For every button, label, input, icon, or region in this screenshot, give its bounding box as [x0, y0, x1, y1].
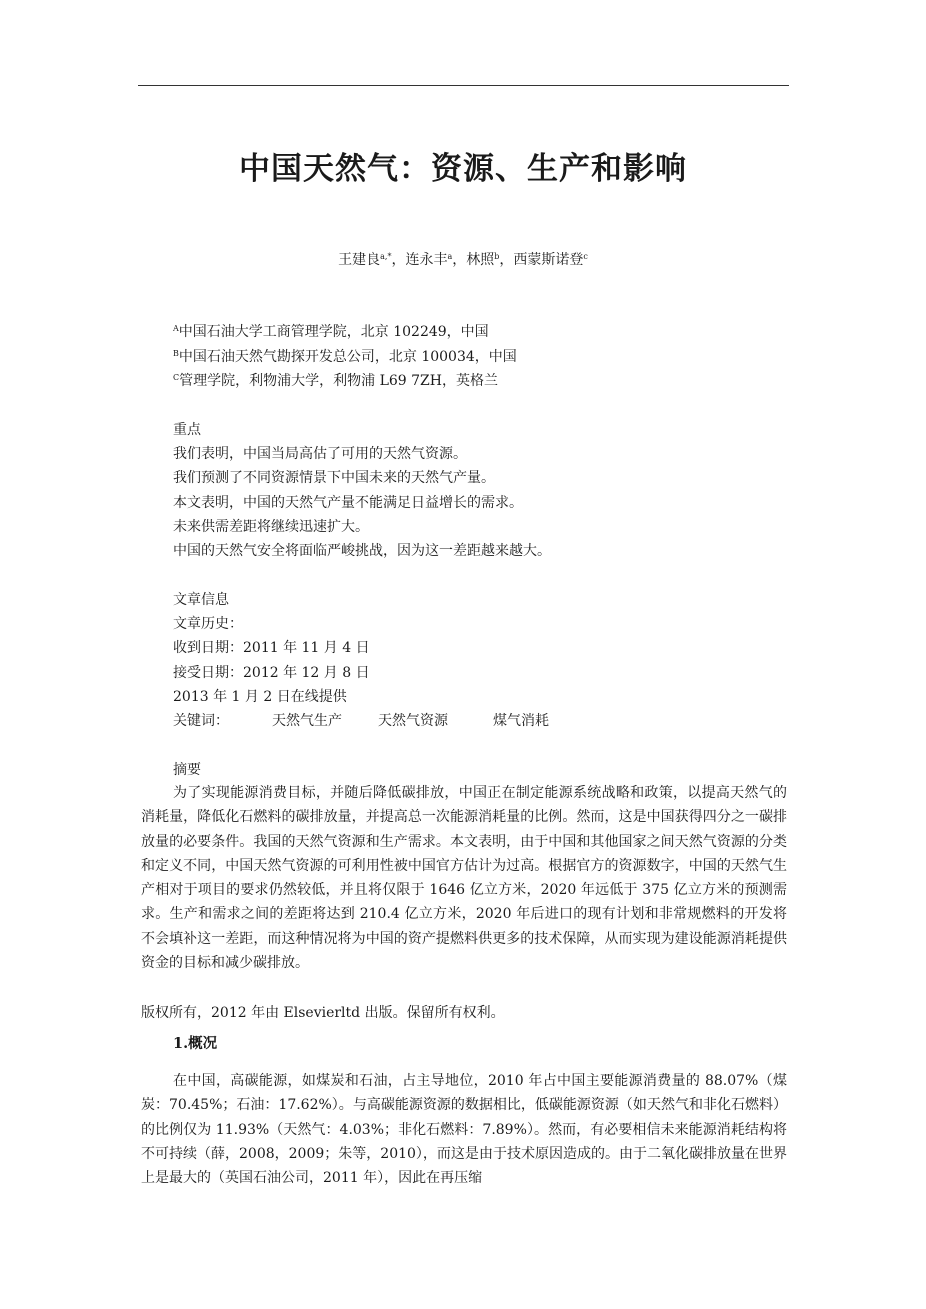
abstract-text: 为了实现能源消费目标，并随后降低碳排放，中国正在制定能源系统战略和政策，以提高天然气的消耗量，降低化石燃料的碳排放量，并提高总一次能源消耗量的比例。然而，这是中国获得四分之一碳排放量的必要条件。我国的天然气资源和生产需求。本文表明，由于中国和其他国家之间天然气资源的分类和定义不同，中国天然气资源的可利用性被中国官方估计为过高。根据官方的资源数字，中国的天然气生产相对于项目的要求仍然较低，并且将仅限于 1646 亿立方米，2020 年远低于 375 亿立方米的预测需求。生产和需求之间的差距将达到 210.4 亿立方米，2020 年后进口的现有计划和非常规燃料的开发将不会填补这一差距，而这种情况将为中国的资产提燃料供更多的技术保障，从而实现为建设能源消耗提供资金的目标和减少碳排放。: [141, 785, 787, 972]
affiliation-mark: C: [173, 373, 180, 382]
affiliation-text: 中国石油大学工商管理学院，北京 102249，中国: [178, 324, 489, 340]
author-name: 西蒙斯诺登: [513, 252, 584, 268]
author-superscript: b: [494, 252, 500, 261]
author-list: 王建良$^{a,*}$，连永丰$^a$，林照$^b$，西蒙斯诺登$^c$: [338, 252, 588, 268]
affiliation-mark: B: [173, 349, 179, 358]
keywords-row: [173, 710, 773, 730]
affiliation-text: 管理学院，利物浦大学，利物浦 L69 7ZH，英格兰: [179, 373, 498, 389]
highlight-item: 中国的天然气安全将面临严峻挑战，因为这一差距越来越大。: [173, 543, 551, 559]
header-rule: [138, 85, 789, 86]
author-name: 王建良: [338, 252, 381, 268]
affiliation-b: [173, 346, 517, 366]
author-name: 连永丰: [405, 252, 448, 268]
author-name: 林照: [466, 252, 495, 268]
author-superscript: a,*: [380, 252, 392, 261]
highlight-item: 本文表明，中国的天然气产量不能满足日益增长的需求。: [173, 495, 523, 511]
abstract-heading: 摘要: [173, 762, 201, 778]
highlight-item: 我们表明，中国当局高估了可用的天然气资源。: [173, 446, 467, 462]
highlight-item: 未来供需差距将继续迅速扩大。: [173, 519, 369, 535]
accepted-date: 接受日期：2012 年 12 月 8 日: [173, 665, 370, 681]
affiliation-text: 中国石油天然气勘探开发总公司，北京 100034，中国: [178, 349, 517, 365]
keyword: 天然气生产: [272, 713, 342, 729]
section-body: 在中国，高碳能源，如煤炭和石油，占主导地位，2010 年占中国主要能源消费量的 88.07%（煤炭：70.45%；石油：17.62%）。与高碳能源资源的数据相比，低碳能源资源（如天然气和非化石燃料）的比例仅为 11.93%（天然气：4.03%；非化石燃料：7.89%）。然而，有必要相信未来能源消耗结构将不可持续（薛，2008，2009；朱等，2010），而这是由于技术原因造成的。由于二氧化碳排放量在世界上是最大的（英国石油公司，2011 年），因此在再压缩: [141, 1073, 787, 1187]
received-date: 收到日期：2011 年 11 月 4 日: [173, 640, 370, 656]
keywords-label: 关键词：: [173, 713, 229, 729]
section-heading: 1.概况: [173, 1035, 218, 1052]
highlights-heading: 重点: [173, 422, 201, 438]
affiliation-c: [173, 370, 498, 390]
keyword: 天然气资源: [378, 713, 448, 729]
affiliation-mark: A: [173, 324, 179, 333]
highlight-item: 我们预测了不同资源情景下中国未来的天然气产量。: [173, 470, 495, 486]
affiliation-a: [173, 321, 489, 341]
copyright-notice: 版权所有，2012 年由 Elsevierltd 出版。保留所有权利。: [141, 1005, 505, 1021]
author-superscript: c: [583, 252, 588, 261]
paper-title: 中国天然气：资源、生产和影响: [239, 151, 687, 187]
keyword: 煤气消耗: [493, 713, 549, 729]
article-history-label: 文章历史：: [173, 616, 243, 632]
online-date: 2013 年 1 月 2 日在线提供: [173, 689, 347, 705]
article-info-heading: 文章信息: [173, 592, 229, 608]
author-superscript: a: [447, 252, 453, 261]
